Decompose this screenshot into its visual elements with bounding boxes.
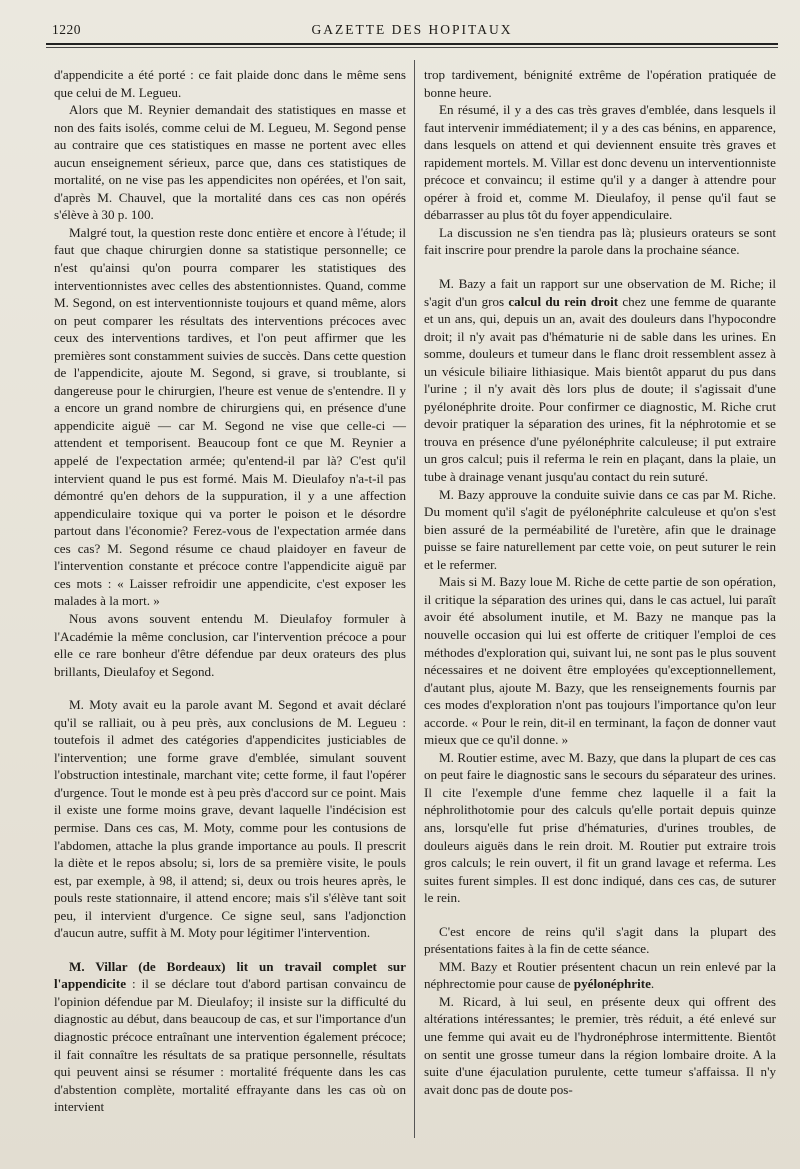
paragraph: En résumé, il y a des cas très graves d'emblée, dans lesquels il faut intervenir immédiatement; il y a des cas bénins, en apparence, dans lesquels on attend et qui deviennent ensuite très graves et rapidement mortels. M. Villar est donc devenu un interventionniste précoce et convaincu; il estime qu'il y a danger à attendre pour opérer à froid et, comme M. Dieulafoy, il pense qu'il faut se débarrasser au plus tôt du foyer appendiculaire. bbox=[424, 102, 776, 223]
paragraph: trop tardivement, bénignité extrême de l'opération pratiquée de bonne heure. bbox=[424, 67, 776, 100]
paragraph: d'appendicite a été porté : ce fait plaide donc dans le même sens que celui de M. Legueu. bbox=[54, 67, 406, 100]
paragraph: M. Ricard, à lui seul, en présente deux qui offrent des altérations intéressantes; le premier, très réduit, a été enlevé sur une femme qui avait eu de l'hydronéphrose intermittente. Bientôt on sentit une grosse tumeur dans la région lombaire droite. A la suite d'une éjaculation purulente, cette tumeur s'affaissa. Il n'y avait donc pas de doute pos- bbox=[424, 993, 776, 1097]
column-divider bbox=[414, 60, 415, 1138]
paragraph: M. Bazy a fait un rapport sur une observation de M. Riche; il s'agit d'un gros calcul du rein droit chez une femme de quarante et un ans, qui, depuis un an, avait des douleurs dans l'hypocondre droit; il n'y avait pas d'hématurie ni de sable dans les urines. En somme, douleurs et tumeur dans le flanc droit ressemblent assez à un vésicule biliaire lithiasique. Mais bientôt apparut du pus dans l'urine ; il n'y avait dès lors plus de doute; il s'agissait d'une pyélonéphrite droite. Pour confirmer ce diagnostic, M. Riche crut devoir pratiquer la séparation des urines, fit la néphrotomie et se trouva en présence d'une pyélonéphrite calculeuse; il put extraire un gros calcul; puis il referma le rein en plaçant, dans la plaie, un tube à drainage venant jusqu'au contact du rein suturé. bbox=[424, 276, 776, 485]
bold-phrase: pyélonéphrite bbox=[573, 976, 651, 992]
header-rule-thick bbox=[46, 43, 778, 45]
paragraph: Alors que M. Reynier demandait des statistiques en masse et non des faits isolés, comme celui de M. Legueu, M. Segond pense au contraire que ces statistiques en masse ne portent avec elles aucun enseignement sérieux, parce que, dans ces statistiques de mortalité, on ne vise pas les appendicites non opérées, et l'on sait, d'après M. Chauvel, que la mortalité dans ces cas non opérés s'élève à 30 p. 100. bbox=[54, 102, 406, 223]
left-column bbox=[54, 66, 406, 1116]
paragraph: C'est encore de reins qu'il s'agit dans la plupart des présentations faites à la fin de cette séance. bbox=[424, 923, 776, 957]
right-column bbox=[424, 66, 776, 1098]
journal-title: GAZETTE DES HOPITAUX bbox=[311, 22, 513, 37]
paragraph: Nous avons souvent entendu M. Dieulafoy formuler à l'Académie la même conclusion, car l'intervention précoce a pour elle ce rare bonheur d'être défendue par deux orateurs des plus brillants, Dieulafoy et Segond. bbox=[54, 610, 406, 679]
paragraph: Mais si M. Bazy loue M. Riche de cette partie de son opération, il critique la séparation des urines qui, dans le cas actuel, lui paraît avoir été absolument inutile, et M. Bazy ne manque pas la nouvelle occasion qui lui est offerte de critiquer l'emploi de ces méthodes d'exploration qui, suivant lui, ne sont pas le plus souvent nécessaires et ne doivent être employées qu'exceptionnellement, d'autant plus, ajoute M. Bazy, que les renseignements fournis par ces modes d'exploration n'ont pas toujours l'importance qu'on leur accorde. « Pour le rein, dit-il en terminant, la façon de donner vaut mieux que ce qu'il donne. » bbox=[424, 574, 776, 748]
bold-phrase: calcul du rein droit bbox=[508, 293, 619, 309]
page-number: 1220 bbox=[52, 22, 81, 37]
paragraph: M. Bazy approuve la conduite suivie dans ce cas par M. Riche. Du moment qu'il s'agit de pyélonéphrite calculeuse et qu'on s'est bien assuré de la perméabilité de l'uretère, afin que le drainage puisse se faire naturellement par cette voie, on peut suturer le rein et le refermer. bbox=[424, 486, 776, 572]
paragraph: M. Routier estime, avec M. Bazy, que dans la plupart de ces cas on peut faire le diagnostic sans le secours du séparateur des urines. Il cite l'exemple d'une femme chez laquelle il a fait la néphrolithotomie pour des calculs qu'elle portait depuis quinze ans, lorsqu'elle fut prise d'hématuries, d'urines troubles, de douleurs aiguës dans le rein droit. M. Routier put extraire trois gros calculs; le rein ouvert, il fit un grand lavage et referma. Les suites furent simples. Il est donc indiqué, dans ces cas, de suturer le rein. bbox=[424, 749, 776, 906]
paragraph: La discussion ne s'en tiendra pas là; plusieurs orateurs se sont fait inscrire pour prendre la parole dans la prochaine séance. bbox=[424, 224, 776, 258]
paragraph: M. Villar (de Bordeaux) lit un travail complet sur l'appendicite : il se déclare tout d'abord partisan convaincu de l'opinion défendue par M. Dieulafoy; il insiste sur la difficulté du diagnostic au début, dans beaucoup de cas, et sur l'importance d'un diagnostic précoce entraînant une intervention également précoce; il fait connaître les résultats de sa pratique personnelle, résultats qui peuvent ainsi se résumer : mortalité fréquente dans les cas d'abstention complète, mortalité effrayante dans les cas où on intervient bbox=[54, 958, 406, 1115]
paragraph: Malgré tout, la question reste donc entière et encore à l'étude; il faut que chaque chirurgien donne sa statistique personnelle; ce n'est qu'ainsi qu'on pourra comparer les statistiques des interventionnistes avec celles des abstentionnistes. Quand, comme M. Segond, on est interventionniste toujours et quand même, alors on peut comparer les résultats des interventions précoces avec ceux des interventions tardives, et l'on peut affirmer que les premières sont constamment suivies de succès. Dans cette question de l'appendicite, ajoute M. Segond, si grave, si troublante, si dangereuse pour le chirurgien, l'heure est venue de s'entendre. Il y a encore un grand nombre de chirurgiens qui, en présence d'une appendicite aiguë — car M. Segond ne vise que celle-ci — attendent et temporisent. Beaucoup font ce que M. Reynier a appelé de l'expectation armée; qu'entend-il par là? C'est qu'il intervient quand le pus est formé. Mais M. Dieulafoy n'a-t-il pas démontré qu'en dehors de la suppuration, il y a une affection appendiculaire toxique qui va porter le poison et le désordre partout dans l'économie? Ferez-vous de l'expectation armée dans ces cas? M. Segond résume ce chaud plaidoyer en faveur de l'intervention constante et précoce contre l'appendicite aiguë par ces mots : « Laisser refroidir une appendicite, c'est exposer les malades à la mort. » bbox=[54, 224, 406, 609]
page-header bbox=[46, 22, 778, 42]
paragraph: M. Moty avait eu la parole avant M. Segond et avait déclaré qu'il se ralliait, ou à peu près, aux conclusions de M. Legueu : toutefois il admet des catégories d'appendicites justiciables de l'intervention; une forme grave d'emblée, simulant souvent l'obstruction intestinale, marchant vite; cette forme, il faut l'opérer d'urgence. Tout le monde est à peu près d'accord sur ce point. Mais il existe une forme moins grave, devant laquelle l'indécision est permise. Dans ces cas, M. Moty, comme pour les contusions de l'abdomen, attache la plus grande importance au pouls. Il prescrit la diète et le repos absolu; si, lors de sa première visite, le pouls est, par exemple, à 98, il attend; si, deux ou trois heures après, le pouls reste stationnaire, il attend encore; mais s'il s'élève tant soit peu, il intervient d'urgence. Ce signe seul, sans l'adjonction d'aucun autre, suffit à M. Moty pour légitimer l'intervention. bbox=[54, 697, 406, 941]
bold-phrase: M. Villar (de Bordeaux) lit un travail complet sur l'appendicite bbox=[54, 958, 406, 992]
paragraph: MM. Bazy et Routier présentent chacun un rein enlevé par la néphrectomie pour cause de pyélonéphrite. bbox=[424, 958, 776, 992]
header-rule-thin bbox=[46, 47, 778, 48]
